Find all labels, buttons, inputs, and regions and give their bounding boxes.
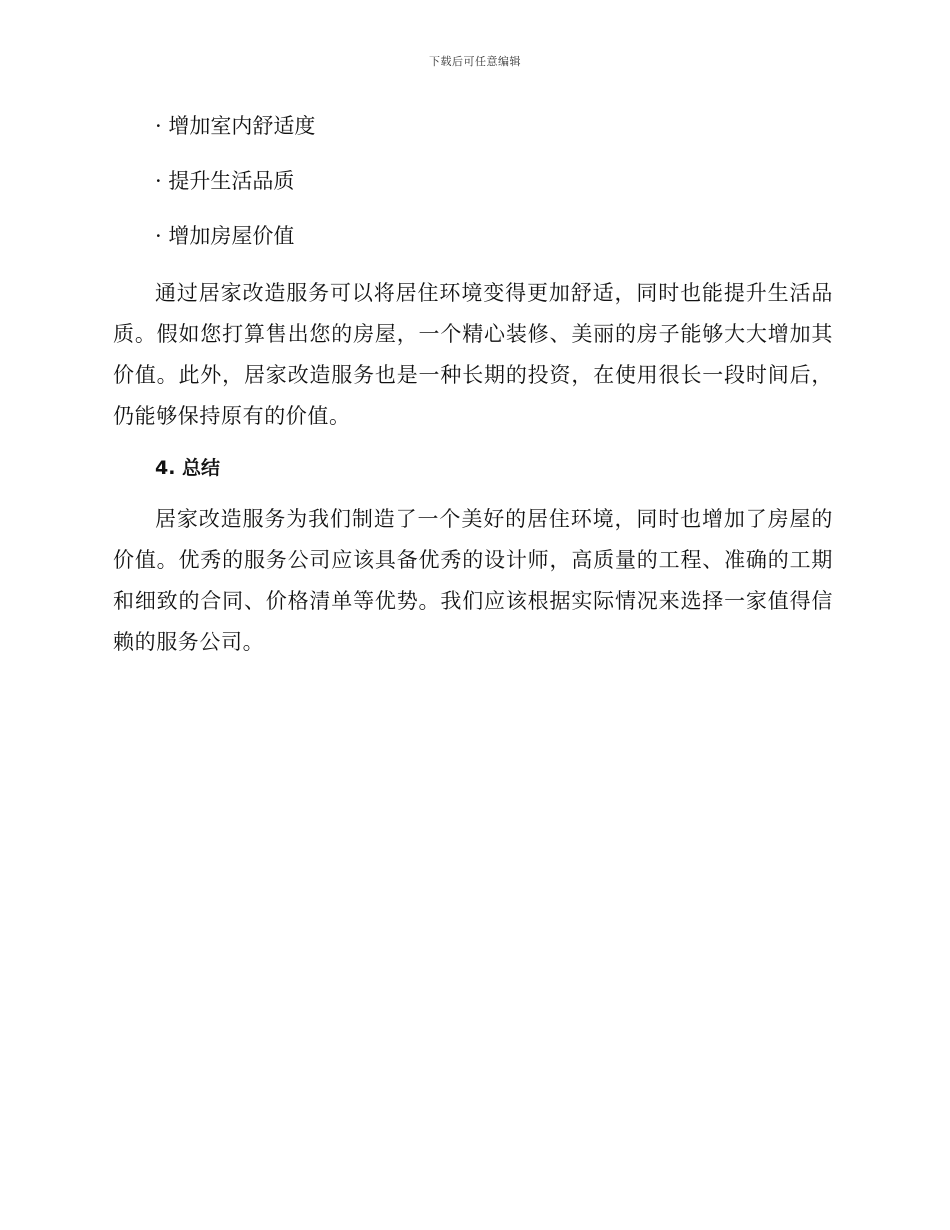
paragraph-benefits: 通过居家改造服务可以将居住环境变得更加舒适，同时也能提升生活品质。假如您打算售出您的房屋，一个精心装修、美丽的房子能够大大增加其价值。此外，居家改造服务也是一种长期的投资，在使用很长一段时间后，仍能够保持原有的价值。 [113, 281, 833, 428]
bullet-item-quality: · 提升生活品质 [155, 169, 295, 193]
section-heading-summary: 4. 总结 [155, 457, 221, 479]
page-header-note: 下载后可任意编辑 [429, 55, 521, 68]
paragraph-summary: 居家改造服务为我们制造了一个美好的居住环境，同时也增加了房屋的价值。优秀的服务公司应该具备优秀的设计师，高质量的工程、准确的工期和细致的合同、价格清单等优势。我们应该根据实际情况来选择一家值得信赖的服务公司。 [113, 507, 833, 654]
bullet-item-comfort: · 增加室内舒适度 [155, 114, 316, 138]
bullet-item-value: · 增加房屋价值 [155, 224, 295, 248]
document-body [113, 108, 833, 663]
